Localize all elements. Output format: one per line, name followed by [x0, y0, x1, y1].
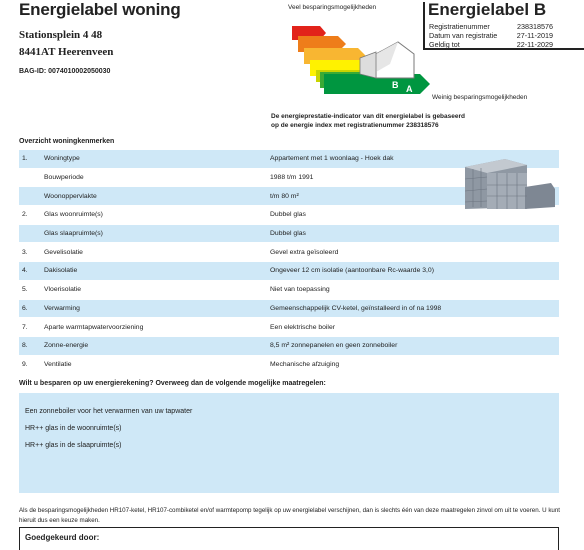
- table-row: [19, 281, 559, 300]
- registration-date-row: [429, 31, 553, 40]
- row-number: 3.: [22, 248, 28, 256]
- row-value: Een elektrische boiler: [270, 323, 335, 331]
- table-row: [19, 318, 559, 337]
- table-row: [19, 356, 559, 375]
- address-city: 8441AT Heerenveen: [19, 46, 114, 58]
- approved-label: Goedgekeurd door:: [25, 533, 100, 542]
- measure-item: HR++ glas in de woonruimte(s): [25, 425, 122, 432]
- energy-label-scale: [280, 12, 440, 97]
- energy-label-title: Energielabel B: [428, 0, 547, 19]
- measure-item: Een zonneboiler voor het verwarmen van uw tapwater: [25, 408, 193, 415]
- table-row: [19, 243, 559, 262]
- row-number: 7.: [22, 323, 28, 331]
- valid-until-value: 22-11-2029: [516, 40, 553, 49]
- footnote: Als de besparingsmogelijkheden HR107-ketel, HR107-combiketel en/of warmtepomp tegelijk op uw energielabel verschijnen, dan is slechts één van deze maatregelen zinvol om uit te voeren. U kunt hieruit dus een keuze maken.: [19, 507, 561, 524]
- measure-item: HR++ glas in de slaapruimte(s): [25, 442, 122, 449]
- row-label: Verwarming: [44, 304, 80, 312]
- indicator-text: De energieprestatie-indicator van dit energielabel is gebaseerd op de energie index met registratienummer 238318576: [271, 113, 465, 129]
- row-label: Vloerisolatie: [44, 286, 82, 294]
- row-label: Bouwperiode: [44, 174, 84, 182]
- row-value: Mechanische afzuiging: [270, 360, 340, 368]
- registration-number-row: [429, 22, 553, 31]
- row-label: Glas woonruimte(s): [44, 211, 103, 219]
- row-value: Gevel extra geïsoleerd: [270, 248, 339, 256]
- table-row: [19, 225, 559, 244]
- row-label: Woningtype: [44, 155, 80, 163]
- page-title: Energielabel woning: [19, 0, 181, 19]
- approved-box: [19, 527, 559, 550]
- bag-id: BAG-ID: 0074010002050030: [19, 68, 111, 75]
- registration-number-key: Registratienummer: [429, 22, 490, 31]
- row-value: Appartement met 1 woonlaag - Hoek dak: [270, 155, 394, 163]
- scale-top-text: Veel besparingsmogelijkheden: [288, 4, 377, 11]
- row-label: Woonoppervlakte: [44, 192, 97, 200]
- row-number: 1.: [22, 155, 28, 163]
- row-value: Gemeenschappelijk CV-ketel, geïnstalleerd in of na 1998: [270, 304, 442, 312]
- row-number: 9.: [22, 360, 28, 368]
- row-value: Niet van toepassing: [270, 286, 330, 294]
- scale-bottom-text: Weinig besparingsmogelijkheden: [432, 94, 528, 101]
- row-value: 8,5 m² zonnepanelen en geen zonneboiler: [270, 342, 398, 350]
- address-street: Stationsplein 4 48: [19, 29, 103, 41]
- row-number: 5.: [22, 286, 28, 294]
- row-number: 6.: [22, 304, 28, 312]
- house-silhouette-icon: [360, 42, 414, 78]
- row-number: 8.: [22, 342, 28, 350]
- scale-letter-b: B: [392, 80, 399, 90]
- row-number: 2.: [22, 211, 28, 219]
- row-label: Gevelisolatie: [44, 248, 83, 256]
- row-number: 4.: [22, 267, 28, 275]
- row-value: Ongeveer 12 cm isolatie (aantoonbare Rc-waarde 3,0): [270, 267, 434, 275]
- valid-until-key: Geldig tot: [429, 40, 460, 49]
- row-label: Glas slaapruimte(s): [44, 230, 103, 238]
- registration-number-value: 238318576: [517, 22, 553, 31]
- table-row: [19, 337, 559, 356]
- row-value: Dubbel glas: [270, 211, 306, 219]
- row-label: Dakisolatie: [44, 267, 78, 275]
- measures-heading: Wilt u besparen op uw energierekening? Overweeg dan de volgende mogelijke maatregelen:: [19, 380, 326, 387]
- row-value: Dubbel glas: [270, 230, 306, 238]
- scale-letter-a: A: [406, 84, 413, 94]
- building-illustration-icon: [465, 157, 555, 213]
- registration-date-key: Datum van registratie: [429, 31, 498, 40]
- row-label: Aparte warmtapwatervoorziening: [44, 323, 144, 331]
- row-value: 1988 t/m 1991: [270, 174, 314, 182]
- row-label: Zonne-energie: [44, 342, 89, 350]
- table-row: [19, 262, 559, 281]
- valid-until-row: [429, 40, 553, 49]
- table-row: [19, 300, 559, 319]
- row-value: t/m 80 m²: [270, 192, 299, 200]
- measures-box: [19, 393, 559, 493]
- overview-heading: Overzicht woningkenmerken: [19, 138, 115, 145]
- row-label: Ventilatie: [44, 360, 72, 368]
- registration-date-value: 27-11-2019: [516, 31, 553, 40]
